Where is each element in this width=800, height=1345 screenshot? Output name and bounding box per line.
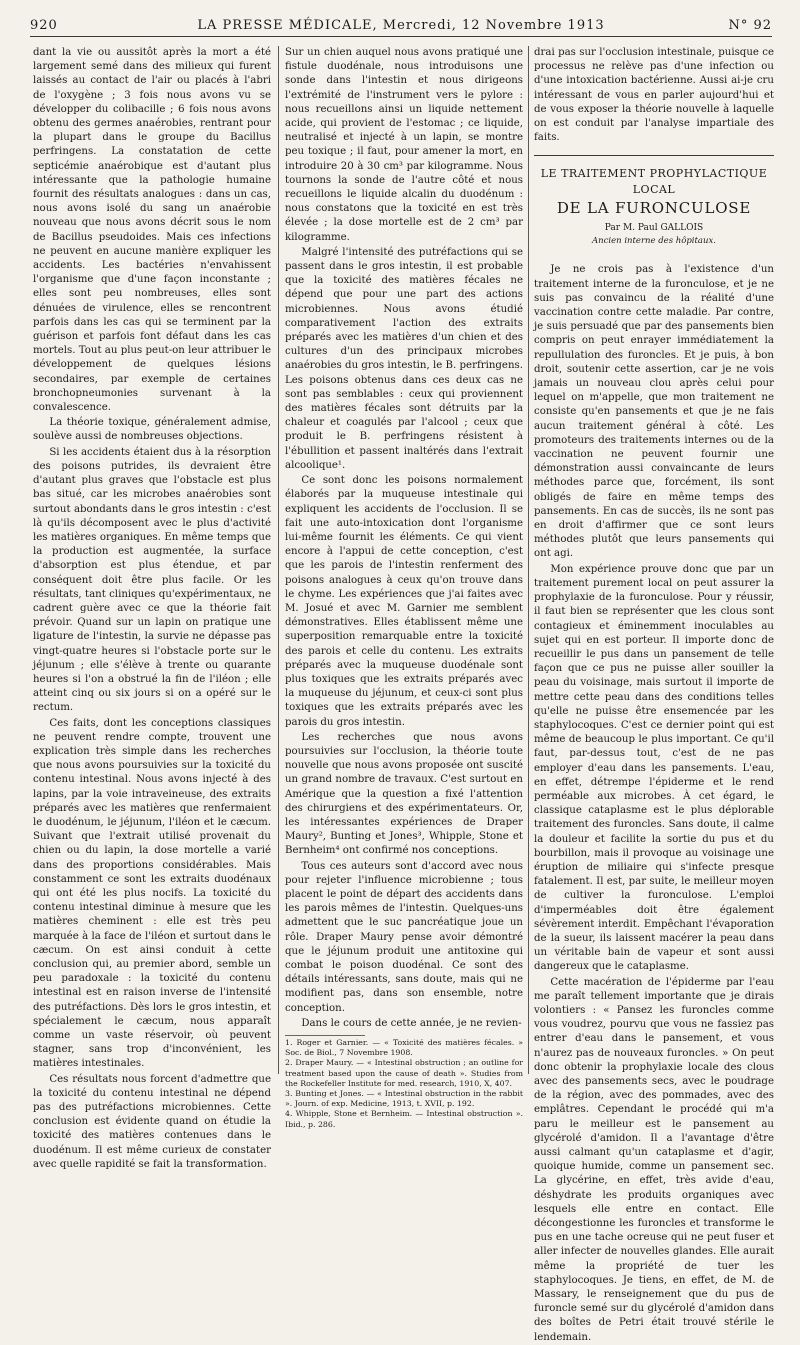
paragraph: Malgré l'intensité des putréfactions qui se passent dans le gros intestin, il est probable que la toxicité des matières fécales ne dépend que pour une part des actions microbiennes. Nous avons étudié comparativement l'action des extraits préparés avec les matières d'un chien et des cultures d'un des principaux microbes anaérobies du gros intestin, le B. perfringens. Les poisons obtenus dans ces deux cas ne sont pas semblables : ceux qui proviennent des matières fécales sont détruits par la chaleur et coagulés par l'alcool ; ceux que produit le B. perfringens résistent à l'ébullition et passent inaltérés dans l'extrait alcoolique¹. xyxy=(285,246,523,471)
footnote: 4. Whipple, Stone et Bernheim. — Intestinal obstruction ». Ibid., p. 286. xyxy=(285,1109,523,1129)
page-header xyxy=(30,18,772,37)
article-title: DE LA FURONCULOSE xyxy=(556,199,752,218)
paragraph: Ces faits, dont les conceptions classiques ne peuvent rendre compte, trouvent une explication très simple dans les recherches que nous avons poursuivies sur la toxicité du contenu intestinal. Nous avons injecté à des lapins, par la voie intraveineuse, des extraits préparés avec les matières que renfermaient le duodénum, le jéjunum, l'iléon et le cæcum. Suivant que l'extrait utilisé provenait du chien ou du lapin, la dose mortelle a varié dans des proportions considérables. Mais constamment ce sont les extraits duodénaux qui ont été les plus nocifs. La toxicité du contenu intestinal diminue à mesure que les matières cheminent : elle est très peu marquée à la face de l'iléon et surtout dans le cæcum. On est ainsi conduit à cette conclusion qui, au premier abord, semble un peu paradoxale : la toxicité du contenu intestinal est en raison inverse de l'intensité des putréfactions. Dès lors le gros intestin, et spécialement le cæcum, nous apparaît comme un vaste réservoir, où peuvent stagner, sans trop d'inconvénient, les matières intestinales. xyxy=(33,717,271,1070)
paragraph: La théorie toxique, généralement admise, soulève aussi de nombreuses objections. xyxy=(33,417,271,443)
column-2 xyxy=(285,46,523,1129)
article-byline: Par M. Paul GALLOIS xyxy=(604,223,704,234)
paragraph: Je ne crois pas à l'existence d'un traitement interne de la furonculose, et je ne suis pas convaincu de la réalité d'une vaccination contre cette maladie. Par contre, je suis persuadé que par des pansements bien compris on peut enrayer immédiatement la repullulation des furoncles. Et je puis, à bon droit, soutenir cette assertion, car je ne vois jamais un nouveau clou après celui pour lequel on m'appelle, que mon traitement ne consiste qu'en pansements et que je ne fais aucun traitement général à côté. Les promoteurs des traitements internes ou de la vaccination ne peuvent fournir une démonstration aussi convaincante de leurs méthodes parce que, forcément, ils sont obligés de faire en même temps des pansements. En cas de succès, ils ne sont pas en droit d'affirmer que ce sont leurs méthodes plutôt que leurs pansements qui ont agi. xyxy=(534,264,774,560)
paragraph: Dans le cours de cette année, je ne revien- xyxy=(301,1017,522,1029)
column-1 xyxy=(33,46,271,1170)
article-heading xyxy=(534,155,774,247)
paragraph: Cette macération de l'épiderme par l'eau me paraît tellement importante que je dirais volontiers : « Pansez les furoncles comme vous voudrez, pourvu que vous ne fassiez pas entrer d'eau dans le pansement, et vous n'aurez pas de nouveaux furoncles. » On peut donc obtenir la prophylaxie locale des clous avec des pansements secs, avec le poudrage de la région, avec des pommades, avec des emplâtres. Cependant le procédé qui m'a paru le meilleur est le pansement au glycérolé d'amidon. Il a l'avantage d'être aussi calmant qu'un cataplasme et d'agir, quoique humide, comme un pansement sec. La glycérine, en effet, très avide d'eau, déshydrate les produits organiques avec lesquels elle entre en contact. Elle décongestionne les furoncles et transforme le pus en une tache ocreuse qui ne peut fuser et aller infecter de nouvelles glandes. Elle aurait même la propriété de tuer les staphylocoques. Je tiens, en effet, de M. de Massary, le renseignement que du pus de furoncle semé sur du glycérolé d'amidon dans des boîtes de Petri était trouvé stérile le lendemain. xyxy=(534,976,774,1343)
paragraph: Ces résultats nous forcent d'admettre que la toxicité du contenu intestinal ne dépend pas des putréfactions microbiennes. Cette conclusion est évidente quand on étudie la toxicité des matières contenues dans le duodénum. Il est même curieux de constater avec quelle rapidité se fait la transformation. xyxy=(33,1073,271,1170)
column-3 xyxy=(534,46,774,1343)
issue-number: N° 92 xyxy=(728,18,772,33)
journal-title: LA PRESSE MÉDICALE, Mercredi, 12 Novembre 1913 xyxy=(197,18,605,33)
paragraph: Mon expérience prouve donc que par un traitement purement local on peut assurer la prophylaxie de la furonculose. Pour y réussir, il faut bien se représenter que les clous sont contagieux et éminemment inoculables au sujet qui en est porteur. Il importe donc de recueillir le pus dans un pansement de telle façon que ce pus ne puisse aller souiller la peau du voisinage, mais surtout il importe de mettre cette peau dans des conditions telles qu'elle ne puisse être ensemencée par les staphylocoques. C'est ce dernier point qui est même de beaucoup le plus important. Ce qu'il faut, par-dessus tout, c'est de ne pas employer d'eau dans les pansements. L'eau, en effet, détrempe l'épiderme et le rend perméable aux microbes. À cet égard, le classique cataplasme est le plus déplorable traitement des furoncles. Sans doute, il calme la douleur et facilite la sortie du pus et du bourbillon, mais il provoque au voisinage une éruption de miliaire qui s'infecte presque fatalement. Il est, par suite, le meilleur moyen de cultiver la furonculose. L'emploi d'imperméables doit être également sévèrement interdit. Empêchant l'évaporation de la sueur, ils laissent macérer la peau dans un véritable bain de vapeur et sont aussi dangereux que le cataplasme. xyxy=(534,563,774,973)
article-supra-title: LE TRAITEMENT PROPHYLACTIQUE LOCAL xyxy=(540,167,768,197)
paragraph: drai pas sur l'occlusion intestinale, puisque ce processus ne relève pas d'une infection ou d'une intoxication bactérienne. Aussi ai-je cru intéressant de vous en parler aujourd'hui et de vous exposer la théorie nouvelle à laquelle on est conduit par l'analyse impartiale des faits. xyxy=(534,47,774,144)
paragraph: Les recherches que nous avons poursuivies sur l'occlusion, la théorie toute nouvelle que nous avons proposée ont suscité un grand nombre de travaux. C'est surtout en Amérique que la question a fixé l'attention des chirurgiens et des expérimentateurs. Or, les intéressantes expériences de Draper Maury², Bunting et Jones³, Whipple, Stone et Bernheim⁴ ont confirmé nos conceptions. xyxy=(285,731,523,857)
paragraph: Ce sont donc les poisons normalement élaborés par la muqueuse intestinale qui expliquent les accidents de l'occlusion. Il se fait une auto-intoxication dont l'organisme lui-même fournit les éléments. Ce qui vient encore à l'appui de cette conception, c'est que les parois de l'intestin renferment des poisons analogues à ceux qu'on trouve dans le chyme. Les expériences que j'ai faites avec M. Josué et avec M. Garnier me semblent démonstratives. Elles établissent même une superposition remarquable entre la toxicité des parois et celle du contenu. Les extraits préparés avec la muqueuse duodénale sont plus toxiques que les extraits préparés avec la muqueuse du jéjunum, et ceux-ci sont plus toxiques que les extraits préparés avec les parois du gros intestin. xyxy=(285,475,523,728)
column-divider xyxy=(528,46,529,1074)
footnote: 1. Roger et Garnier. — « Toxicité des matières fécales. » Soc. de Biol., 7 Novembre 1908. xyxy=(285,1038,523,1058)
paragraph: Sur un chien auquel nous avons pratiqué une fistule duodénale, nous introduisons une sonde dans l'intestin et nous dirigeons l'extrémité de l'instrument vers le pylore : nous recueillons ainsi un liquide nettement acide, qui provient de l'estomac ; ce liquide, neutralisé et injecté à un lapin, se montre peu toxique ; il faut, pour amener la mort, en introduire 20 à 30 cm³ par kilogramme. Nous tournons la sonde de l'autre côté et nous recueillons le liquide alcalin du duodénum : nous constatons que la toxicité en est très élevée ; la dose mortelle est de 2 cm³ par kilogramme. xyxy=(285,47,523,243)
paragraph: dant la vie ou aussitôt après la mort a été largement semé dans des milieux qui furent laissés au contact de l'air ou placés à l'abri de l'oxygène ; 3 fois nous avons vu se développer du colibacille ; 6 fois nous avons obtenu des germes anaérobies, rentrant pour la plupart dans le groupe du Bacillus perfringens. La constatation de cette septicémie anaérobique est d'autant plus intéressante que la pathologie humaine fournit des résultats analogues : dans un cas, nous avons isolé du sang un anaérobie nouveau que nous avons décrit sous le nom de Bacillus pseudoides. Mais ces infections ne peuvent en aucune manière expliquer les accidents. Les bactéries n'envahissent l'organisme que d'une façon inconstante ; elles sont peu nombreuses, elles sont dénuées de virulence, elles se rencontrent parfois dans les cas qui se terminent par la guérison et parfois font défaut dans les cas mortels. Tout au plus peut-on leur attribuer le développement de quelques lésions secondaires, par exemple de certaines bronchopneumonies survenant à la convalescence. xyxy=(33,47,271,414)
paragraph: Si les accidents étaient dus à la résorption des poisons putrides, ils devraient être d'autant plus graves que l'obstacle est plus bas situé, car les microbes anaérobies sont surtout abondants dans le gros intestin : c'est là qu'ils décomposent avec le plus d'activité les matières organiques. En même temps que la production est augmentée, la surface d'absorption est plus étendue, et par conséquent doit être plus facile. Or les résultats, tant cliniques qu'expérimentaux, ne cadrent guère avec ce que la théorie fait prévoir. Quand sur un lapin on pratique une ligature de l'intestin, la survie ne dépasse pas vingt-quatre heures si l'obstacle porte sur le jéjunum ; elle s'élève à trente ou quarante heures si l'on a obstrué la fin de l'iléon ; elle atteint cinq ou six jours si on a opéré sur le rectum. xyxy=(33,446,271,714)
author-role: Ancien interne des hôpitaux. xyxy=(592,236,716,247)
column-divider xyxy=(278,46,279,1074)
page-number: 920 xyxy=(30,18,58,33)
footnote: 3. Bunting et Jones. — « Intestinal obstruction in the rabbit ». Journ. of exp. Medicine, 1913, t. XVII, p. 192. xyxy=(285,1089,523,1109)
paragraph: Tous ces auteurs sont d'accord avec nous pour rejeter l'influence microbienne ; tous placent le point de départ des accidents dans les parois mêmes de l'intestin. Quelques-uns admettent que le suc pancréatique joue un rôle. Draper Maury pense avoir démontré que le jéjunum produit une antitoxine qui combat le poison duodénal. Ce sont des détails intéressants, sans doute, mais qui ne modifient pas, dans son ensemble, notre conception. xyxy=(285,860,523,1014)
footnote: 2. Draper Maury. — « Intestinal obstruction ; an outline for treatment based upon the cause of death ». Studies from the Rockefeller Institute for med. research, 1910, X, 407. xyxy=(285,1058,523,1088)
